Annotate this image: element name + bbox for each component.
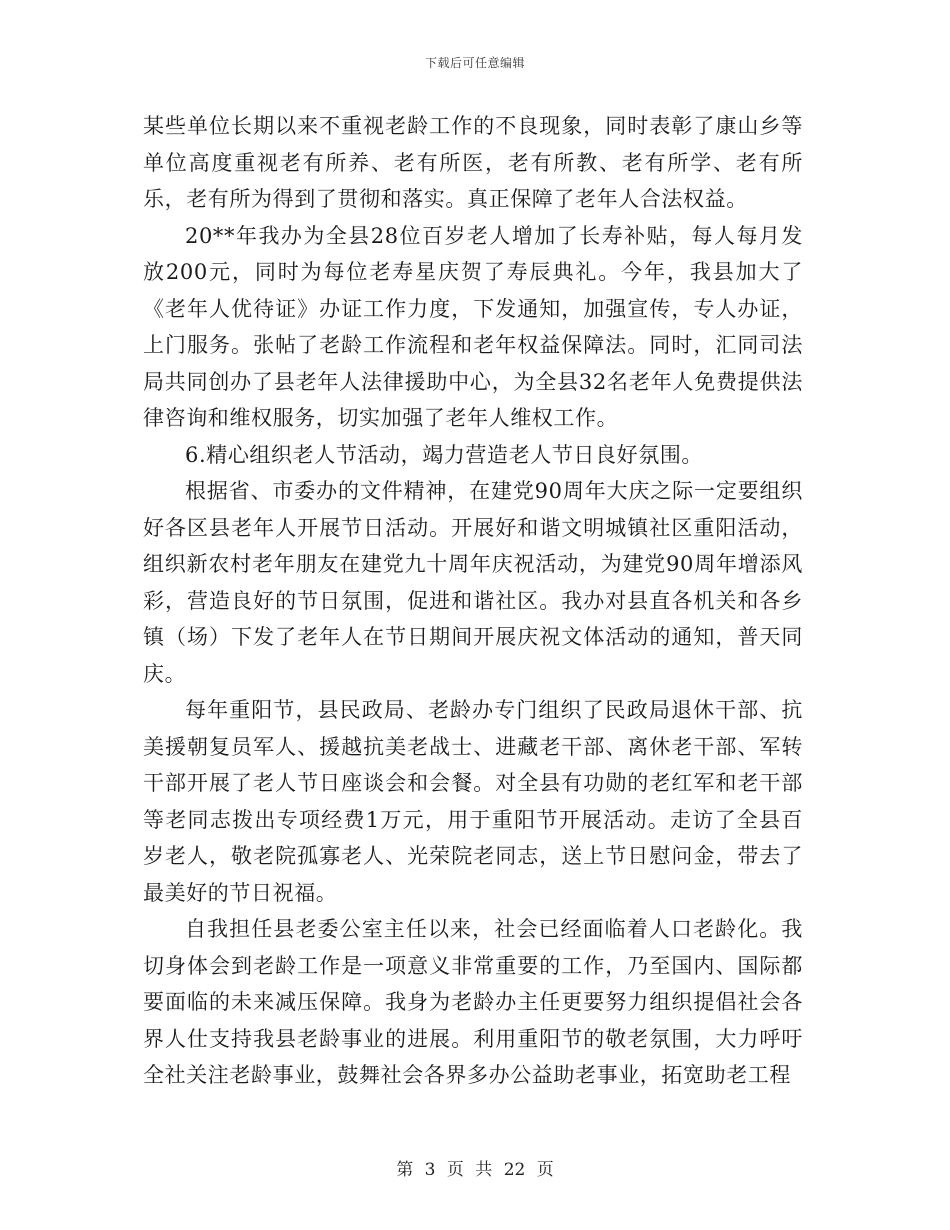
paragraph-1: 某些单位长期以来不重视老龄工作的不良现象，同时表彰了康山乡等单位高度重视老有所养、老有所医，老有所教、老有所学、老有所乐，老有所为得到了贯彻和落实。真正保障了老年人合法权益。 (143, 114, 803, 211)
paragraph-3: 6.精心组织老人节活动，竭力营造老人节日良好氛围。 (185, 442, 704, 467)
document-body (143, 108, 803, 1094)
paragraph-2: 20**年我办为全县28位百岁老人增加了长寿补贴，每人每月发放200元，同时为每位老寿星庆贺了寿辰典礼。今年，我县加大了《老年人优待证》办证工作力度，下发通知，加强宣传，专人办证，上门服务。张帖了老龄工作流程和老年权益保障法。同时，汇同司法局共同创办了县老年人法律援助中心，为全县32名老年人免费提供法律咨询和维权服务，切实加强了老年人维权工作。 (143, 223, 803, 430)
page-footer: 第 3 页 共 22 页 (396, 1160, 554, 1180)
paragraph-6: 自我担任县老委公室主任以来，社会已经面临着人口老龄化。我切身体会到老龄工作是一项意义非常重要的工作，乃至国内、国际都要面临的未来减压保障。我身为老龄办主任更要努力组织提倡社会各界人仕支持我县老龄事业的进展。利用重阳节的敬老氛围，大力呼吁全社关注老龄事业，鼓舞社会各界多办公益助老事业，拓宽助老工程 (143, 917, 803, 1087)
page-header: 下载后可任意编辑 (424, 56, 525, 70)
paragraph-5: 每年重阳节，县民政局、老龄办专门组织了民政局退休干部、抗美援朝复员军人、援越抗美老战士、进藏老干部、离休老干部、军转干部开展了老人节日座谈会和会餐。对全县有功勋的老红军和老干部等老同志拨出专项经费1万元，用于重阳节开展活动。走访了全县百岁老人，敬老院孤寡老人、光荣院老同志，送上节日慰问金，带去了最美好的节日祝福。 (143, 698, 803, 905)
paragraph-4: 根据省、市委办的文件精神，在建党90周年大庆之际一定要组织好各区县老年人开展节日活动。开展好和谐文明城镇社区重阳活动，组织新农村老年朋友在建党九十周年庆祝活动，为建党90周年增添风彩，营造良好的节日氛围，促进和谐社区。我办对县直各机关和各乡镇（场）下发了老年人在节日期间开展庆祝文体活动的通知，普天同庆。 (143, 479, 803, 686)
